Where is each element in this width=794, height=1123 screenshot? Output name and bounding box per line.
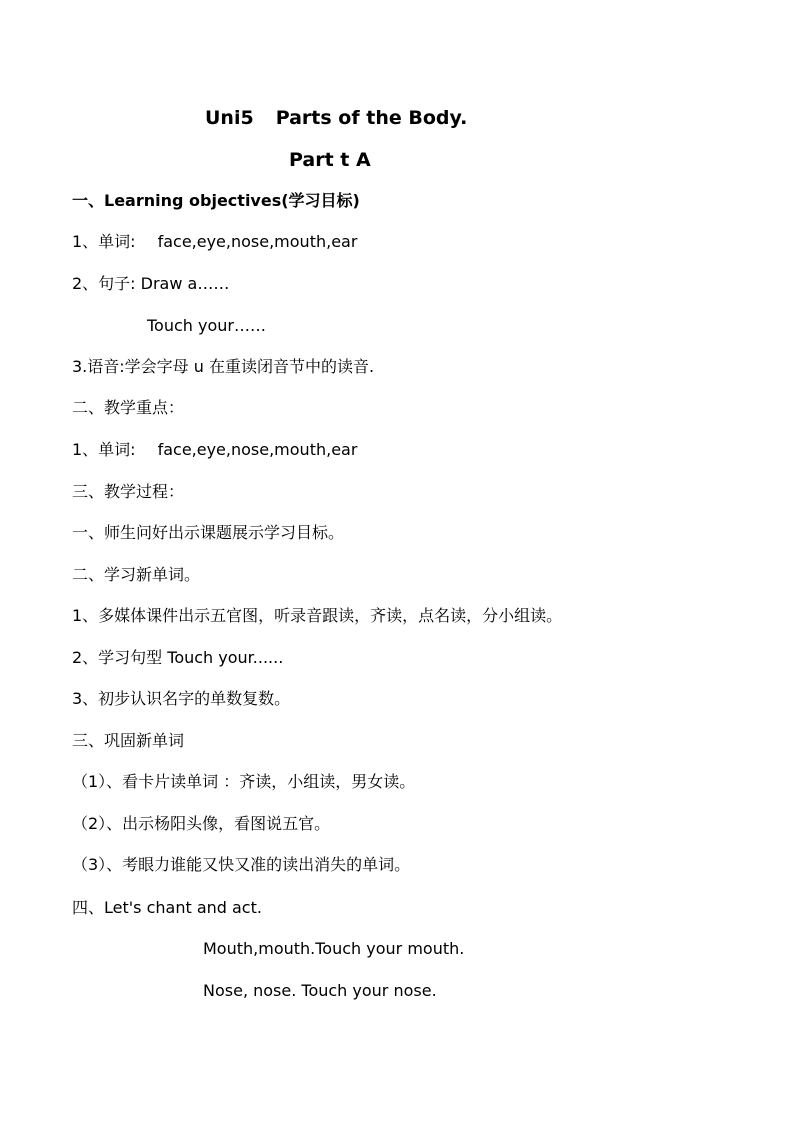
process-step-2-1: 1、多媒体课件出示五官图，听录音跟读，齐读，点名读，分小组读。 <box>72 606 563 625</box>
part-title: Part t A <box>289 149 371 171</box>
objectives-heading: 一、Learning objectives(学习目标) <box>72 191 360 210</box>
process-step-2-3: 3、初步认识名字的单数复数。 <box>72 689 291 708</box>
words-label: 1、单词: <box>72 232 136 251</box>
key-points-words <box>72 440 357 460</box>
words-list: face,eye,nose,mouth,ear <box>157 440 358 459</box>
key-points-heading: 二、教学重点： <box>72 398 185 417</box>
process-step-3-3: （3）、考眼力谁能又快又准的读出消失的单词。 <box>72 855 411 874</box>
words-label: 1、单词: <box>72 440 136 459</box>
objectives-sentence-2: Touch your…… <box>147 316 266 335</box>
words-list: face,eye,nose,mouth,ear <box>157 232 358 251</box>
chant-line-2: Nose, nose. Touch your nose. <box>203 981 437 1000</box>
process-heading: 三、教学过程： <box>72 482 185 501</box>
chant-line-1: Mouth,mouth.Touch your mouth. <box>203 939 465 958</box>
unit-name: Parts of the Body. <box>275 107 468 129</box>
process-step-1: 一、师生问好出示课题展示学习目标。 <box>72 523 345 542</box>
objectives-words <box>72 232 357 252</box>
process-step-3-2: （2）、出示杨阳头像，看图说五官。 <box>72 814 331 833</box>
objectives-phonics: 3.语音:学会字母 u 在重读闭音节中的读音. <box>72 357 375 376</box>
document-title <box>205 106 467 130</box>
process-step-3-1: （1）、看卡片读单词 ：齐读，小组读，男女读。 <box>72 772 416 791</box>
process-step-2-2: 2、学习句型 Touch your...... <box>72 648 284 667</box>
process-step-2: 二、学习新单词。 <box>72 565 201 584</box>
process-step-4: 四、Let's chant and act. <box>72 898 262 917</box>
unit-number: Uni5 <box>205 107 254 129</box>
process-step-3: 三、巩固新单词 <box>72 731 185 750</box>
objectives-sentences: 2、句子: Draw a…… <box>72 274 230 293</box>
